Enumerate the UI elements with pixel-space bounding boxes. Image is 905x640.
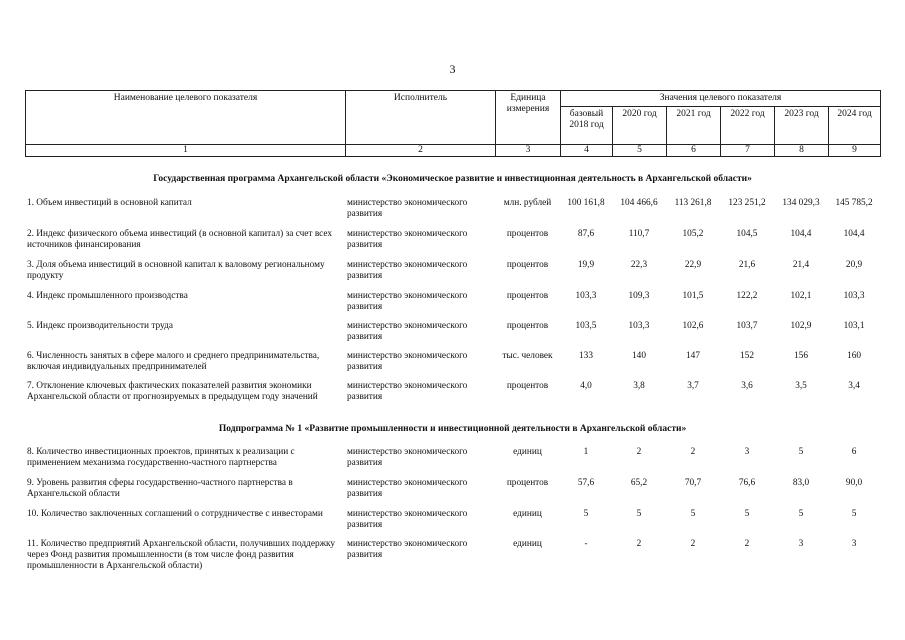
value-cell: 104,4: [843, 229, 865, 239]
unit-cell: процентов: [506, 291, 549, 301]
col-number: 6: [667, 145, 721, 157]
executor-cell: министерство экономического развития: [347, 321, 468, 342]
col-number: 2: [346, 145, 496, 157]
header-year: базовый 2018 год: [561, 107, 613, 145]
value-cell: 104,4: [790, 229, 812, 239]
value-cell: 100 161,8: [567, 198, 605, 208]
table-row: [25, 381, 880, 409]
indicator-name: 4. Индекс промышленного производства: [27, 291, 188, 301]
unit-cell: единиц: [513, 509, 542, 519]
value-cell: 3: [744, 447, 750, 457]
value-cell: 3,5: [795, 381, 807, 391]
value-cell: 110,7: [628, 229, 650, 239]
indicator-name: 2. Индекс физического объема инвестиций (в основной капитал) за счет всех источников финансирования: [27, 229, 333, 250]
header-year: 2021 год: [667, 107, 721, 145]
table-row: [25, 509, 880, 539]
unit-cell: единиц: [513, 539, 542, 549]
value-cell: 2: [690, 447, 696, 457]
value-cell: 5: [798, 447, 804, 457]
value-cell: 65,2: [630, 478, 648, 488]
unit-cell: единиц: [513, 447, 542, 457]
table-row: [25, 198, 880, 229]
header-name: Наименование целевого показателя: [26, 91, 346, 145]
value-cell: 3,4: [848, 381, 860, 391]
indicator-name: 9. Уровень развития сферы государственно-частного партнерства в Архангельской области: [27, 478, 293, 499]
value-cell: 19,9: [577, 260, 595, 270]
value-cell: 140: [632, 351, 646, 361]
table-row: [25, 447, 880, 478]
col-number: 4: [561, 145, 613, 157]
value-cell: 20,9: [845, 260, 863, 270]
value-cell: 2: [690, 539, 696, 549]
executor-cell: министерство экономического развития: [347, 351, 468, 372]
value-cell: 3: [851, 539, 857, 549]
value-cell: 160: [847, 351, 862, 361]
value-cell: 57,6: [577, 478, 595, 488]
indicator-name: 5. Индекс производительности труда: [27, 321, 173, 331]
value-cell: 103,7: [736, 321, 758, 331]
executor-cell: министерство экономического развития: [347, 447, 468, 468]
value-cell: 122,2: [736, 291, 758, 301]
table-row: [25, 260, 880, 291]
value-cell: 5: [690, 509, 696, 519]
value-cell: 3,7: [687, 381, 699, 391]
value-cell: 5: [583, 509, 589, 519]
value-cell: 5: [744, 509, 750, 519]
header-executor: Исполнитель: [346, 91, 496, 145]
page-number: 3: [449, 62, 456, 76]
value-cell: 103,3: [575, 291, 597, 301]
value-cell: 2: [744, 539, 750, 549]
indicator-name: 7. Отклонение ключевых фактических показателей развития экономики Архангельской области от прогнозируемых в предыдущем году значений: [27, 381, 318, 402]
indicator-name: 1. Объем инвестиций в основной капитал: [27, 198, 192, 208]
value-cell: 152: [740, 351, 754, 361]
value-cell: 104,5: [736, 229, 758, 239]
value-cell: 103,1: [843, 321, 865, 331]
section-heading: [25, 419, 880, 439]
value-cell: 105,2: [682, 229, 704, 239]
value-cell: 103,3: [843, 291, 865, 301]
value-cell: 102,6: [682, 321, 704, 331]
indicator-name: 10. Количество заключенных соглашений о сотрудничестве с инвесторами: [27, 509, 323, 519]
value-cell: -: [584, 539, 588, 549]
table-row: [25, 321, 880, 351]
value-cell: 90,0: [845, 478, 863, 488]
table-header: [25, 90, 881, 157]
col-number: 5: [613, 145, 667, 157]
value-cell: 133: [579, 351, 593, 361]
table-row: [25, 229, 880, 260]
header-year: 2020 год: [613, 107, 667, 145]
section-title: Государственная программа Архангельской области «Экономическое развитие и инвестиционная деятельность в Архангельской области»: [153, 173, 752, 184]
table-row: [25, 478, 880, 509]
value-cell: 22,3: [630, 260, 648, 270]
unit-cell: процентов: [506, 229, 549, 239]
unit-cell: процентов: [506, 478, 549, 488]
col-number: 1: [26, 145, 346, 157]
value-cell: 5: [636, 509, 642, 519]
indicator-name: 3. Доля объема инвестиций в основной капитал к валовому региональному продукту: [27, 260, 325, 281]
header-values: Значения целевого показателя: [561, 91, 881, 107]
value-cell: 3,8: [633, 381, 645, 391]
value-cell: 4,0: [580, 381, 592, 391]
value-cell: 1: [583, 447, 589, 457]
col-number: 8: [775, 145, 829, 157]
value-cell: 83,0: [792, 478, 810, 488]
executor-cell: министерство экономического развития: [347, 260, 468, 281]
value-cell: 5: [798, 509, 804, 519]
executor-cell: министерство экономического развития: [347, 478, 468, 499]
value-cell: 3,6: [741, 381, 753, 391]
value-cell: 2: [636, 447, 642, 457]
unit-cell: процентов: [506, 381, 549, 391]
col-number: 7: [721, 145, 775, 157]
col-number: 9: [829, 145, 881, 157]
header-year: 2024 год: [829, 107, 881, 145]
unit-cell: процентов: [506, 260, 549, 270]
indicator-name: 6. Численность занятых в сфере малого и среднего предпринимательства, включая индивидуальных предпринимателей: [27, 351, 320, 372]
executor-cell: министерство экономического развития: [347, 381, 468, 402]
value-cell: 102,1: [790, 291, 812, 301]
col-number: 3: [496, 145, 561, 157]
value-cell: 76,6: [738, 478, 756, 488]
value-cell: 2: [636, 539, 642, 549]
unit-cell: процентов: [506, 321, 549, 331]
executor-cell: министерство экономического развития: [347, 539, 468, 560]
value-cell: 87,6: [577, 229, 595, 239]
value-cell: 134 029,3: [782, 198, 820, 208]
value-cell: 3: [798, 539, 804, 549]
value-cell: 103,5: [575, 321, 597, 331]
value-cell: 102,9: [790, 321, 812, 331]
header-unit: Единица измерения: [496, 91, 561, 145]
value-cell: 123 251,2: [728, 198, 766, 208]
value-cell: 147: [686, 351, 700, 361]
value-cell: 101,5: [682, 291, 704, 301]
section-title: Подпрограмма № 1 «Развитие промышленности и инвестиционной деятельности в Архангельской области»: [218, 423, 687, 434]
section-heading: [25, 168, 880, 190]
indicator-name: 8. Количество инвестиционных проектов, принятых к реализации с применением механизма государственно-частного партнерства: [27, 447, 295, 468]
unit-cell: тыс. человек: [502, 351, 553, 361]
header-year: 2023 год: [775, 107, 829, 145]
value-cell: 145 785,2: [835, 198, 873, 208]
value-cell: 104 466,6: [620, 198, 658, 208]
value-cell: 156: [794, 351, 808, 361]
indicators-table: [25, 168, 880, 579]
executor-cell: министерство экономического развития: [347, 198, 468, 219]
indicator-name: 11. Количество предприятий Архангельской области, получивших поддержку через Фонд развития промышленности (в том числе фонд развития промышленности в Архангельской области): [27, 539, 336, 571]
value-cell: 103,3: [628, 321, 650, 331]
unit-cell: млн. рублей: [503, 198, 552, 208]
value-cell: 6: [851, 447, 857, 457]
value-cell: 21,6: [738, 260, 756, 270]
executor-cell: министерство экономического развития: [347, 509, 468, 530]
executor-cell: министерство экономического развития: [347, 229, 468, 250]
table-row: [25, 351, 880, 381]
header-year: 2022 год: [721, 107, 775, 145]
value-cell: 113 261,8: [674, 198, 712, 208]
executor-cell: министерство экономического развития: [347, 291, 468, 312]
value-cell: 21,4: [792, 260, 810, 270]
value-cell: 70,7: [684, 478, 702, 488]
value-cell: 5: [851, 509, 857, 519]
table-row: [25, 539, 880, 579]
value-cell: 109,3: [628, 291, 650, 301]
table-row: [25, 291, 880, 321]
value-cell: 22,9: [684, 260, 702, 270]
